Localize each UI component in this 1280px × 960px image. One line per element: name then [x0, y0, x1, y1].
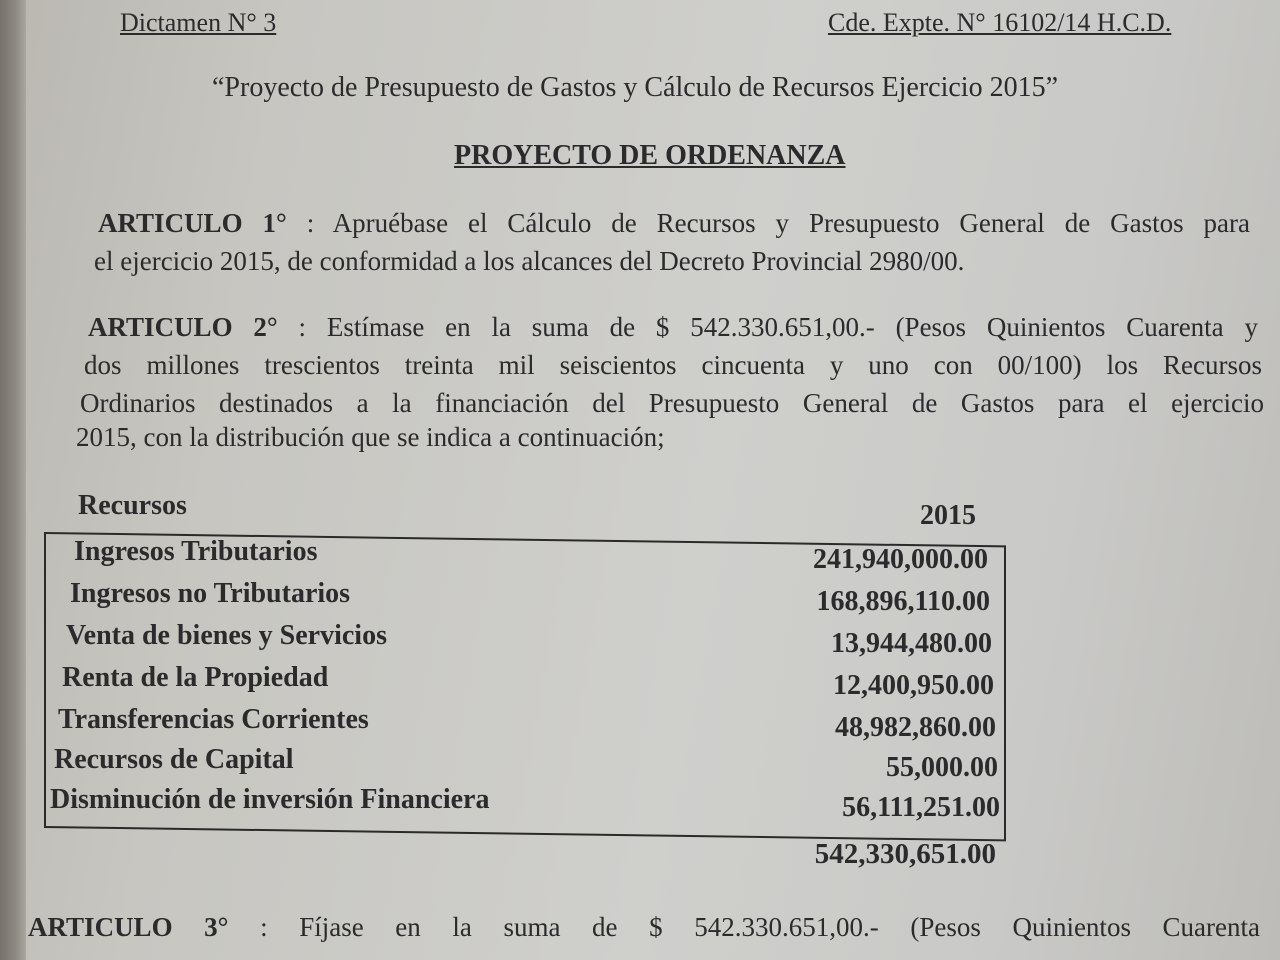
table-row-value: 13,944,480.00 — [831, 628, 992, 659]
table-row-label: Venta de bienes y Servicios — [66, 620, 387, 651]
article-3-label: ARTICULO 3° — [28, 912, 229, 942]
table-row-value: 12,400,950.00 — [833, 670, 994, 701]
article-2-line-4: 2015, con la distribución que se indica a continuación; — [76, 422, 665, 452]
table-row-value: 168,896,110.00 — [816, 586, 990, 617]
table-row-label: Ingresos Tributarios — [74, 536, 318, 567]
table-total: 542,330,651.00 — [814, 838, 996, 870]
table-row-label: Renta de la Propiedad — [62, 662, 329, 693]
article-2-line-2: dos millones trescientos treinta mil seiscientos cincuenta y uno con 00/100) los Recursos — [84, 350, 1262, 380]
table-row-value: 241,940,000.00 — [813, 544, 988, 575]
article-2-label: ARTICULO 2° — [88, 312, 278, 342]
table-header-year: 2015 — [920, 500, 976, 531]
table-row-label: Recursos de Capital — [54, 744, 294, 775]
table-row-label: Ingresos no Tributarios — [70, 578, 351, 609]
article-1-line-1: ARTICULO 1° : Apruébase el Cálculo de Recursos y Presupuesto General de Gastos para — [98, 208, 1250, 238]
article-2-line-3: Ordinarios destinados a la financiación del Presupuesto General de Gastos para el ejercicio — [80, 388, 1264, 418]
table-row-value: 48,982,860.00 — [835, 712, 996, 743]
ordinance-title: PROYECTO DE ORDENANZA — [454, 140, 846, 171]
page-edge-shadow — [0, 0, 26, 960]
article-1-line-2: el ejercicio 2015, de conformidad a los alcances del Decreto Provincial 2980/00. — [94, 246, 965, 276]
table-row-value: 56,111,251.00 — [842, 792, 1000, 823]
article-3-line-1: ARTICULO 3° : Fíjase en la suma de $ 542.330.651,00.- (Pesos Quinientos Cuarenta — [28, 912, 1261, 942]
table-header-label: Recursos — [78, 490, 187, 521]
article-1-label: ARTICULO 1° — [98, 208, 287, 238]
article-2-line-1: ARTICULO 2° : Estímase en la suma de $ 542.330.651,00.- (Pesos Quinientos Cuarenta y — [88, 312, 1258, 342]
project-title: “Proyecto de Presupuesto de Gastos y Cálculo de Recursos Ejercicio 2015” — [212, 72, 1059, 103]
table-row-value: 55,000.00 — [886, 752, 998, 783]
table-row-label: Transferencias Corrientes — [58, 704, 369, 735]
dictamen-number: Dictamen N° 3 — [120, 8, 277, 37]
table-row-label: Disminución de inversión Financiera — [50, 784, 490, 815]
expediente-number: Cde. Expte. N° 16102/14 H.C.D. — [828, 8, 1172, 37]
